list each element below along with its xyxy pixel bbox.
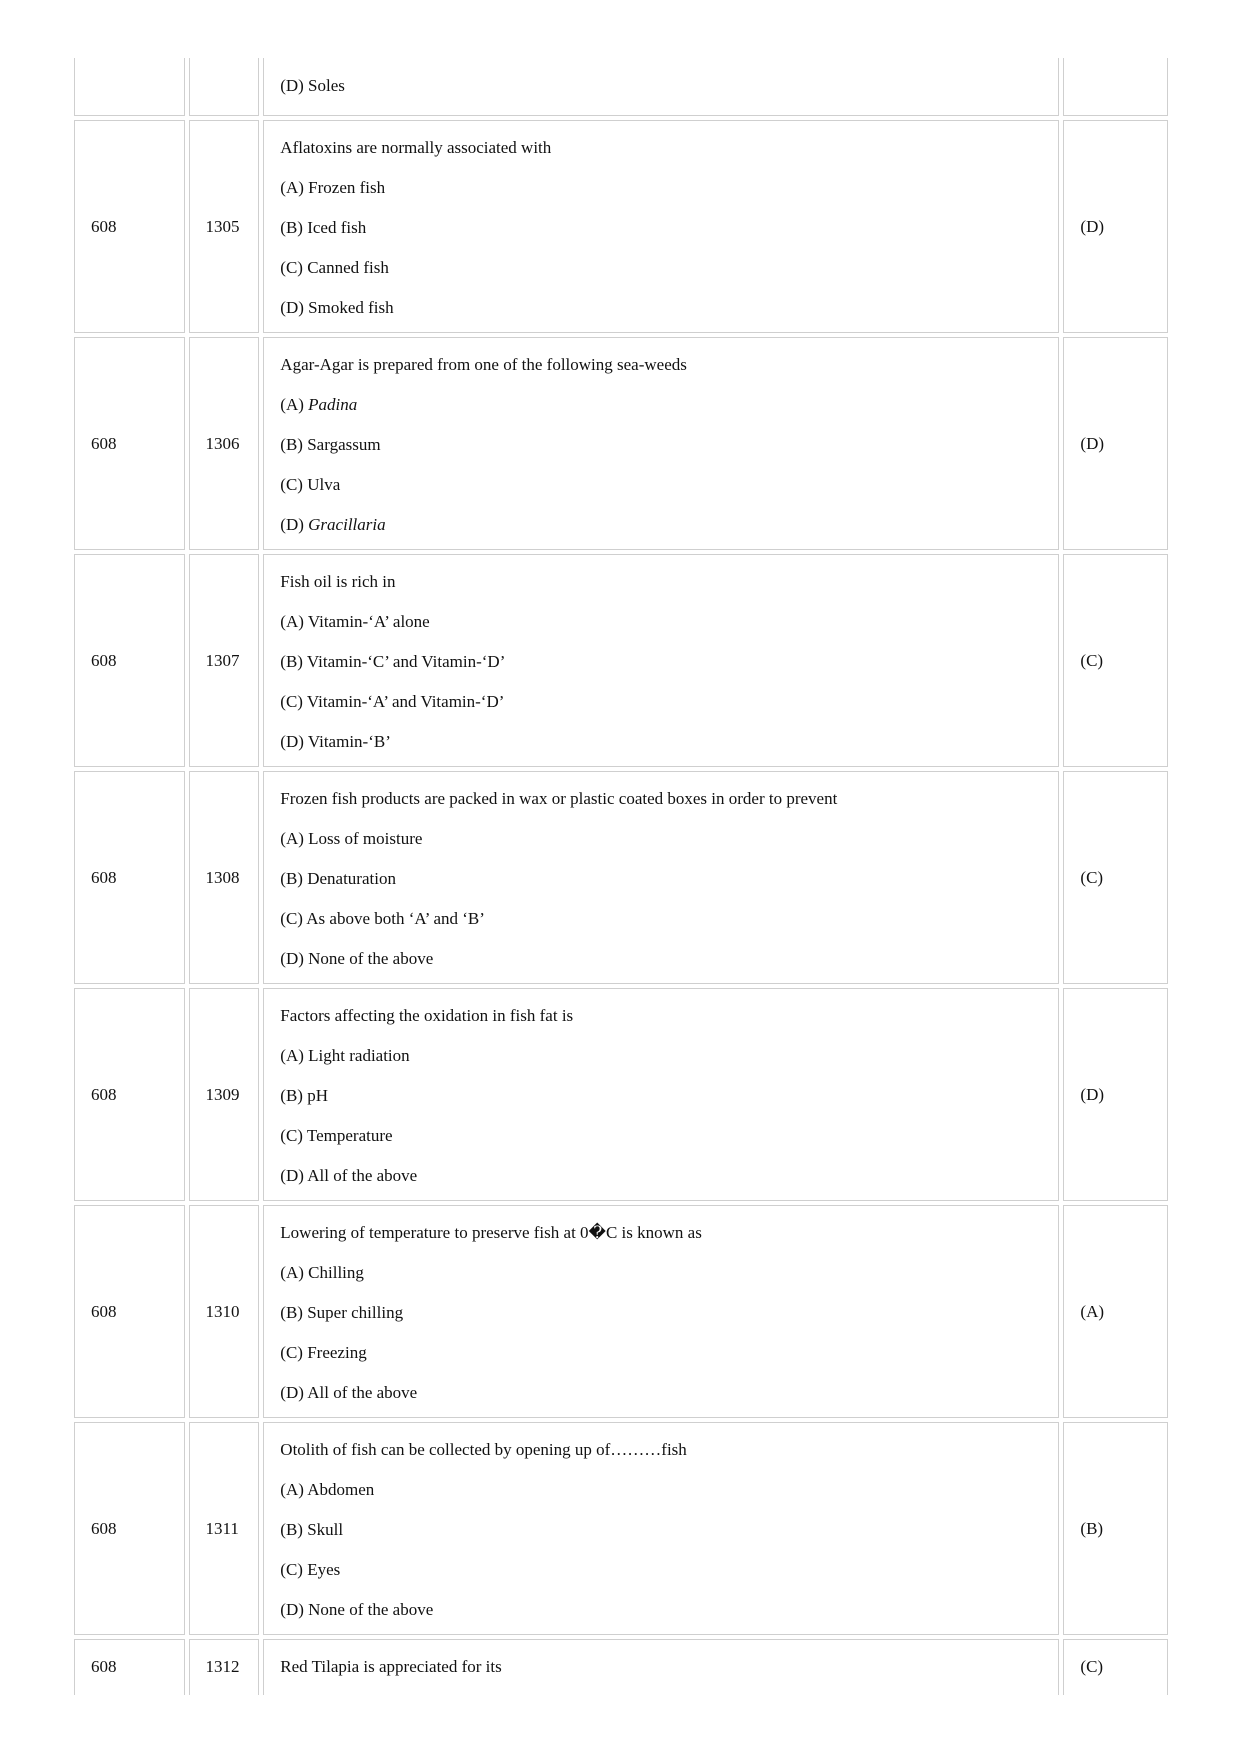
question-rows	[74, 120, 1168, 1635]
answer-cell: (B)	[1063, 1422, 1168, 1635]
question-text: Factors affecting the oxidation in fish fat is	[280, 1006, 574, 1025]
option-a	[280, 1263, 1058, 1283]
option-c	[280, 1343, 1058, 1363]
option-prefix: (D)	[280, 1600, 309, 1619]
table-row	[74, 337, 1168, 550]
option-text: None of the above	[308, 949, 434, 968]
table-row	[74, 988, 1168, 1201]
option-b	[280, 869, 1058, 889]
option-prefix: (D)	[280, 1383, 308, 1402]
option-prefix: (A)	[280, 395, 309, 414]
question-number-cell: 1311	[189, 1422, 260, 1635]
question-number-cell: 1310	[189, 1205, 260, 1418]
option-c	[280, 475, 1058, 495]
subject-code-cell: 608	[74, 1205, 185, 1418]
option-prefix: (C)	[280, 475, 308, 494]
question-cell	[263, 58, 1059, 116]
question-number-cell: 1305	[189, 120, 260, 333]
question-cell	[263, 1205, 1059, 1418]
option-text: Chilling	[308, 1263, 364, 1282]
option-a	[280, 395, 1058, 415]
answer-cell: (C)	[1063, 771, 1168, 984]
option-prefix: (C)	[280, 909, 307, 928]
option-prefix: (C)	[280, 1343, 308, 1362]
option-prefix: (A)	[280, 1263, 309, 1282]
option-c	[280, 692, 1058, 712]
subject-code-cell: 608	[74, 554, 185, 767]
option-d	[280, 1600, 1058, 1620]
question-table	[74, 58, 1168, 1695]
option-prefix: (B)	[280, 435, 308, 454]
question-text: Lowering of temperature to preserve fish at 0�C is known as	[280, 1223, 702, 1242]
option-a	[280, 1046, 1058, 1066]
option-text: Sargassum	[307, 435, 381, 454]
question-text: Frozen fish products are packed in wax or plastic coated boxes in order to prevent	[280, 789, 838, 808]
option-d	[280, 1383, 1058, 1403]
option-text: Temperature	[306, 1126, 393, 1145]
option-text: All of the above	[307, 1383, 418, 1402]
question-text: Agar-Agar is prepared from one of the following sea-weeds	[280, 355, 687, 374]
table-row	[74, 1639, 1168, 1695]
option-prefix: (B)	[280, 652, 307, 671]
option-d	[280, 298, 1058, 318]
option-text: Skull	[307, 1520, 344, 1539]
option-prefix: (B)	[280, 218, 308, 237]
option-a	[280, 1480, 1058, 1500]
option-prefix: (A)	[280, 1046, 309, 1065]
option-d	[280, 732, 1058, 752]
option-text: Vitamin-‘C’ and Vitamin-‘D’	[306, 652, 506, 671]
subject-code-cell: 608	[74, 988, 185, 1201]
option-b	[280, 1520, 1058, 1540]
question-cell	[263, 988, 1059, 1201]
option-text: None of the above	[308, 1600, 434, 1619]
answer-cell: (D)	[1063, 120, 1168, 333]
option-text: Canned fish	[307, 258, 389, 277]
option-text: Loss of moisture	[308, 829, 423, 848]
option-text: Padina	[308, 395, 358, 414]
question-cell	[263, 120, 1059, 333]
option-b	[280, 218, 1058, 238]
option-text: As above both ‘A’ and ‘B’	[306, 909, 485, 928]
option-prefix: (C)	[280, 1560, 308, 1579]
option-text: Denaturation	[307, 869, 396, 888]
option-text: pH	[307, 1086, 328, 1105]
option-d	[280, 949, 1058, 969]
answer-cell: (D)	[1063, 337, 1168, 550]
option-d	[280, 515, 1058, 535]
subject-code-cell: 608	[74, 771, 185, 984]
option-text: Vitamin-‘B’	[307, 732, 391, 751]
option-b	[280, 1303, 1058, 1323]
option-b	[280, 435, 1058, 455]
option-b	[280, 652, 1058, 672]
question-text: Red Tilapia is appreciated for its	[280, 1657, 502, 1676]
question-cell	[263, 337, 1059, 550]
question-cell	[263, 1422, 1059, 1635]
question-number-cell: 1309	[189, 988, 260, 1201]
option-text: Frozen fish	[308, 178, 386, 197]
option-prefix: (D)	[280, 298, 309, 317]
subject-code-cell: 608	[74, 1422, 185, 1635]
option-text: All of the above	[307, 1166, 418, 1185]
option-text: Ulva	[307, 475, 341, 494]
option-text: Super chilling	[307, 1303, 404, 1322]
answer-cell: (C)	[1063, 1639, 1168, 1695]
option-prefix: (A)	[280, 829, 309, 848]
table-row	[74, 554, 1168, 767]
option-text: Eyes	[307, 1560, 341, 1579]
subject-code-cell: 608	[74, 337, 185, 550]
option-text: Gracillaria	[308, 515, 386, 534]
question-number-cell: 1312	[189, 1639, 260, 1695]
option-prefix: (B)	[280, 1086, 308, 1105]
option-prefix: (B)	[280, 1303, 308, 1322]
subject-code-cell: 608	[74, 1639, 185, 1695]
option-prefix: (C)	[280, 258, 308, 277]
option-prefix: (D)	[280, 1166, 308, 1185]
option-text: Vitamin-‘A’ and Vitamin-‘D’	[306, 692, 505, 711]
table-row	[74, 1205, 1168, 1418]
question-text: Fish oil is rich in	[280, 572, 396, 591]
table-row	[74, 771, 1168, 984]
question-number-cell: 1306	[189, 337, 260, 550]
question-number-cell: 1308	[189, 771, 260, 984]
option-c	[280, 1560, 1058, 1580]
option-prefix: (A)	[280, 1480, 308, 1499]
question-text: Aflatoxins are normally associated with	[280, 138, 552, 157]
option-text: Smoked fish	[308, 298, 394, 317]
option-prefix: (B)	[280, 1520, 308, 1539]
subject-code-cell: 608	[74, 120, 185, 333]
subject-code-cell	[74, 58, 185, 116]
option-text: Vitamin-‘A’ alone	[307, 612, 430, 631]
question-number-cell	[189, 58, 260, 116]
option-d	[280, 1166, 1058, 1186]
table-row	[74, 58, 1168, 116]
option-c	[280, 909, 1058, 929]
option-c	[280, 1126, 1058, 1146]
table-row	[74, 1422, 1168, 1635]
option-prefix: (A)	[280, 178, 309, 197]
option-a	[280, 829, 1058, 849]
option-text: Freezing	[307, 1343, 367, 1362]
question-cell	[263, 771, 1059, 984]
option-text: Iced fish	[307, 218, 367, 237]
option-b	[280, 1086, 1058, 1106]
table-row	[74, 120, 1168, 333]
option-a	[280, 178, 1058, 198]
option-prefix: (D)	[280, 949, 309, 968]
option-d: (D) Soles	[280, 76, 345, 95]
question-cell	[263, 554, 1059, 767]
question-text: Otolith of fish can be collected by opening up of………fish	[280, 1440, 687, 1459]
question-number-cell: 1307	[189, 554, 260, 767]
answer-cell: (A)	[1063, 1205, 1168, 1418]
option-prefix: (D)	[280, 515, 309, 534]
answer-cell: (D)	[1063, 988, 1168, 1201]
option-prefix: (C)	[280, 1126, 307, 1145]
option-prefix: (C)	[280, 692, 307, 711]
answer-cell: (C)	[1063, 554, 1168, 767]
option-text: Abdomen	[307, 1480, 375, 1499]
option-a	[280, 612, 1058, 632]
option-c	[280, 258, 1058, 278]
answer-cell	[1063, 58, 1168, 116]
option-prefix: (B)	[280, 869, 308, 888]
option-prefix: (A)	[280, 612, 308, 631]
question-cell	[263, 1639, 1059, 1695]
option-text: Light radiation	[308, 1046, 410, 1065]
option-prefix: (D)	[280, 732, 308, 751]
